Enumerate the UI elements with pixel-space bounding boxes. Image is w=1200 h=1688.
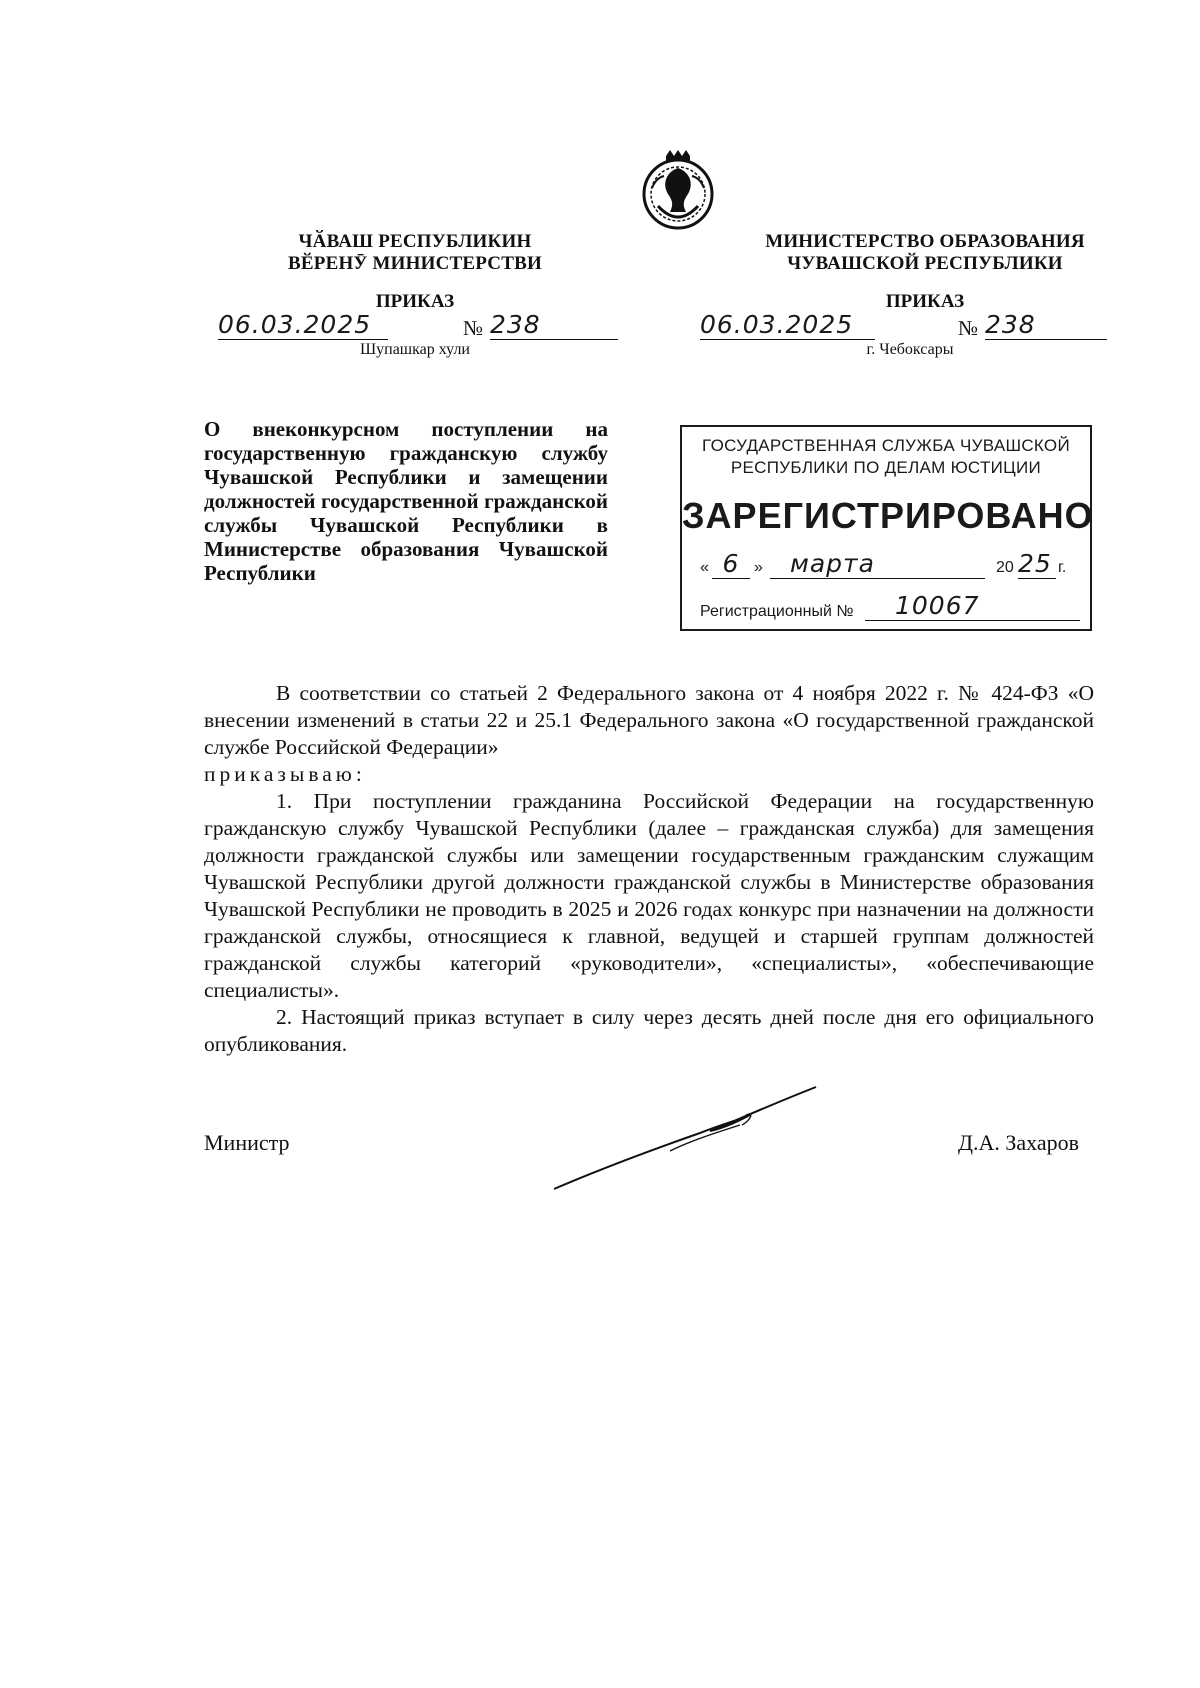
- header-left-number-prefix: №: [463, 316, 484, 340]
- order-word: приказываю:: [204, 762, 366, 786]
- header-right-number-prefix: №: [958, 316, 979, 340]
- header-right-org: [735, 231, 1115, 275]
- header-right-org-line1: МИНИСТЕРСТВО ОБРАЗОВАНИЯ: [765, 231, 1085, 252]
- header-left-doc-type: ПРИКАЗ: [375, 291, 455, 312]
- stamp-day: 6: [712, 549, 750, 579]
- order-subject: О внеконкурсном поступлении на государственную гражданскую службу Чувашской Республики и замещении должностей государственной гражданской службы Чувашской Республики в Министерстве образования Чувашской Республики: [204, 417, 608, 585]
- stamp-reg-number: 10067: [865, 591, 1080, 621]
- handwritten-signature: [550, 1085, 830, 1195]
- stamp-org: [682, 435, 1090, 479]
- signatory-title: Министр: [204, 1130, 290, 1155]
- stamp-month: марта: [770, 549, 985, 579]
- signature-icon: [550, 1085, 830, 1195]
- stamp-status: ЗАРЕГИСТРИРОВАНО: [682, 495, 1094, 536]
- signatory-name: Д.А. Захаров: [958, 1130, 1080, 1155]
- order-body: [204, 680, 1094, 1058]
- stamp-year-prefix: 20: [996, 559, 1014, 576]
- stamp-date-line: [700, 549, 1080, 583]
- order-item-1: 1. При поступлении гражданина Российской Федерации на государственную гражданскую службу Чувашской Республики (далее – гражданская служба) для замещения должности гражданской службы или замещении государственным гражданским служащим Чувашской Республики другой должности гражданской службы в Министерстве образования Чувашской Республики не проводить в 2025 и 2026 годах конкурс при назначении на должности гражданской службы, относящиеся к главной, ведущей и старшей группам должностей гражданской службы категорий «руководители», «специалисты», «обеспечивающие специалисты».: [204, 789, 1094, 1002]
- header-left-org: [250, 231, 580, 275]
- header-right-doc-type: ПРИКАЗ: [885, 291, 965, 312]
- header-left-place: Шупашкар хули: [360, 341, 470, 358]
- order-preamble: В соответствии со статьей 2 Федерального закона от 4 ноября 2022 г. № 424-ФЗ «О внесении изменений в статьи 22 и 25.1 Федерального закона «О государственной гражданской службе Российской Федерации»: [204, 681, 1094, 759]
- header-left-date-number: [218, 310, 618, 344]
- registration-stamp: [680, 425, 1092, 631]
- stamp-quote-close: »: [754, 559, 763, 576]
- header-left-date: 06.03.2025: [218, 310, 388, 340]
- stamp-org-line2: РЕСПУБЛИКИ ПО ДЕЛАМ ЮСТИЦИИ: [730, 458, 1042, 477]
- header-left-org-line1: ЧӐВАШ РЕСПУБЛИКИН: [298, 231, 532, 252]
- header-left-org-line2: ВӖРЕНӮ МИНИСТЕРСТВИ: [288, 253, 542, 274]
- stamp-year-suffix: г.: [1058, 559, 1067, 576]
- order-item-2: 2. Настоящий приказ вступает в силу через десять дней после дня его официального опубликования.: [204, 1005, 1094, 1056]
- emblem-icon: [636, 148, 720, 232]
- header-right-org-line2: ЧУВАШСКОЙ РЕСПУБЛИКИ: [787, 253, 1063, 274]
- coat-of-arms-emblem: [636, 148, 720, 232]
- stamp-quote-open: «: [700, 559, 709, 576]
- stamp-reg-label: Регистрационный №: [700, 603, 854, 620]
- header-left-number: 238: [490, 310, 618, 340]
- stamp-reg-number-line: [700, 591, 1080, 627]
- stamp-org-line1: ГОСУДАРСТВЕННАЯ СЛУЖБА ЧУВАШСКОЙ: [702, 436, 1070, 455]
- header-right-date-number: [700, 310, 1110, 344]
- stamp-year: 25: [1018, 549, 1056, 579]
- header-right-number: 238: [985, 310, 1107, 340]
- header-right-date: 06.03.2025: [700, 310, 875, 340]
- header-right-place: г. Чебоксары: [866, 341, 954, 358]
